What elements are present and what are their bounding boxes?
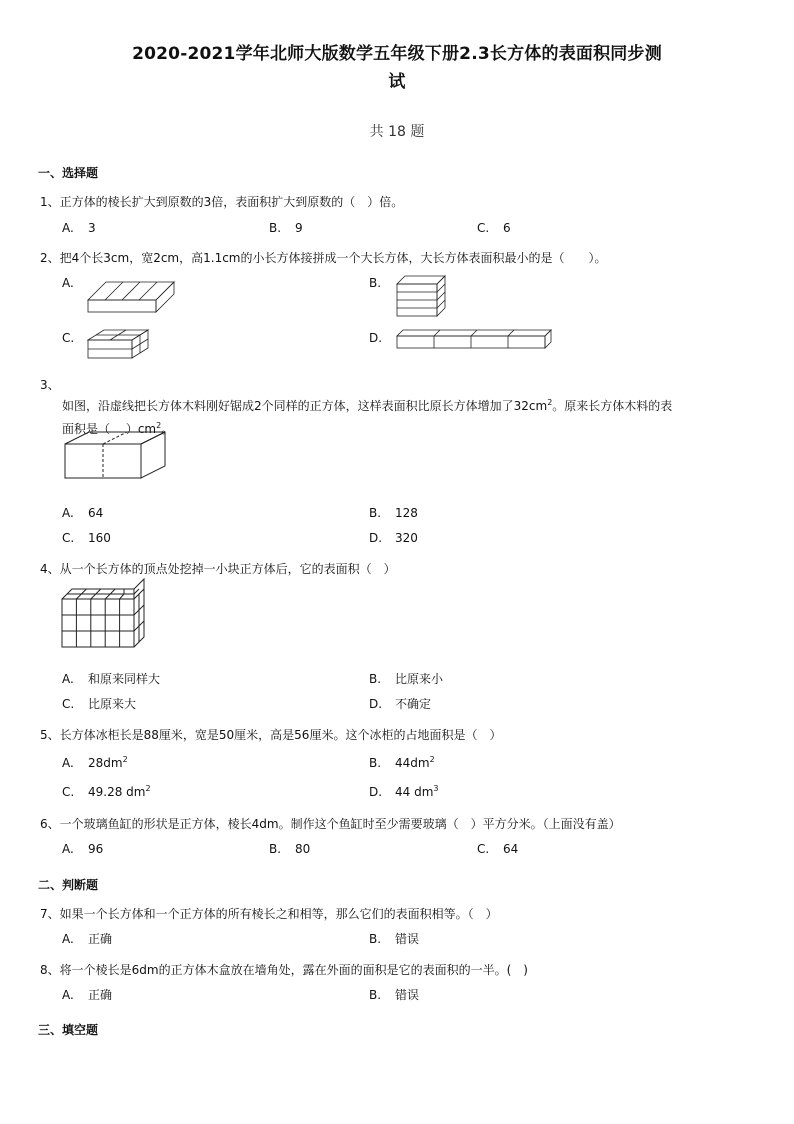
option-letter: C. xyxy=(477,842,490,856)
q2-figure-a-flat-row xyxy=(88,280,178,320)
option-letter: C. xyxy=(62,531,75,545)
option-letter: B. xyxy=(269,221,282,235)
option-letter: A. xyxy=(62,276,74,290)
option-letter: A. xyxy=(62,756,74,770)
option-value: 正确 xyxy=(88,932,113,946)
section-heading-fill-in: 三、填空题 xyxy=(38,1023,99,1037)
option-value: 比原来大 xyxy=(88,697,137,711)
option-value: 44dm xyxy=(395,756,430,770)
option-value: 不确定 xyxy=(395,697,432,711)
option-letter: B. xyxy=(269,842,282,856)
option-letter: D. xyxy=(369,331,383,345)
q3-cuboid-figure xyxy=(65,432,170,482)
q4-cube-grid-figure xyxy=(62,585,152,653)
q3-option-a[interactable] xyxy=(62,504,103,522)
q2-option-b[interactable] xyxy=(369,274,381,292)
option-value: 64 xyxy=(88,506,104,520)
option-letter: B. xyxy=(369,276,382,290)
option-letter: D. xyxy=(369,697,383,711)
option-letter: C. xyxy=(477,221,490,235)
question-5: 5、长方体冰柜长是88厘米，宽是50厘米，高是56厘米。这个冰柜的占地面积是（ ） xyxy=(40,728,502,742)
q5-option-d[interactable] xyxy=(369,780,438,801)
option-unit-exponent: 3 xyxy=(433,784,439,793)
q8-option-b[interactable] xyxy=(369,986,419,1004)
q1-option-c[interactable] xyxy=(477,219,511,237)
option-letter: A. xyxy=(62,506,74,520)
option-letter: B. xyxy=(369,506,382,520)
option-value: 44 dm xyxy=(395,785,434,799)
q2-figure-b-stacked xyxy=(397,276,449,322)
q2-figure-d-long-row xyxy=(397,330,557,352)
option-letter: B. xyxy=(369,756,382,770)
option-letter: C. xyxy=(62,697,75,711)
question-6: 6、一个玻璃鱼缸的形状是正方体，棱长4dm。制作这个鱼缸时至少需要玻璃（ ）平方分米。（上面没有盖） xyxy=(40,817,621,831)
q3-stem-line1-end: 。原来长方体木料的表 xyxy=(552,399,673,413)
option-letter: A. xyxy=(62,672,74,686)
q1-option-b[interactable] xyxy=(269,219,303,237)
title-line-1: 2020-2021学年北师大版数学五年级下册2.3长方体的表面积同步测 xyxy=(132,44,662,64)
title-line-2: 试 xyxy=(388,72,406,92)
option-value: 正确 xyxy=(88,988,113,1002)
option-letter: B. xyxy=(369,988,382,1002)
option-value: 160 xyxy=(88,531,111,545)
q3-option-b[interactable] xyxy=(369,504,418,522)
q6-option-a[interactable] xyxy=(62,840,103,858)
option-letter: B. xyxy=(369,672,382,686)
q3-stem-line2: 面积是（ ）cm xyxy=(62,422,157,436)
q3-superscript-2: 2 xyxy=(156,421,162,430)
option-letter: A. xyxy=(62,221,74,235)
q7-option-b[interactable] xyxy=(369,930,419,948)
option-value: 64 xyxy=(503,842,519,856)
question-3-number: 3、 xyxy=(40,378,60,392)
q5-option-a[interactable] xyxy=(62,751,128,772)
option-unit-exponent: 2 xyxy=(122,755,128,764)
option-value: 3 xyxy=(88,221,96,235)
q4-option-c[interactable] xyxy=(62,695,136,713)
option-value: 28dm xyxy=(88,756,123,770)
question-8: 8、将一个棱长是6dm的正方体木盒放在墙角处，露在外面的面积是它的表面积的一半。( ) xyxy=(40,963,528,977)
option-letter: C. xyxy=(62,785,75,799)
q5-option-b[interactable] xyxy=(369,751,435,772)
option-value: 80 xyxy=(295,842,311,856)
option-value: 320 xyxy=(395,531,418,545)
option-letter: A. xyxy=(62,932,74,946)
section-heading-judgement: 二、判断题 xyxy=(38,878,99,892)
option-value: 49.28 dm xyxy=(88,785,146,799)
option-letter: A. xyxy=(62,988,74,1002)
q4-option-b[interactable] xyxy=(369,670,443,688)
option-value: 96 xyxy=(88,842,104,856)
option-value: 和原来同样大 xyxy=(88,672,161,686)
q1-option-a[interactable] xyxy=(62,219,96,237)
option-letter: D. xyxy=(369,531,383,545)
option-unit-exponent: 2 xyxy=(145,784,151,793)
question-2: 2、把4个长3cm，宽2cm，高1.1cm的小长方体接拼成一个大长方体，大长方体表面积最小的是（ ）。 xyxy=(40,251,607,265)
q2-option-d[interactable] xyxy=(369,329,382,347)
question-count: 共 18 题 xyxy=(369,124,425,140)
q3-option-c[interactable] xyxy=(62,529,111,547)
q3-option-d[interactable] xyxy=(369,529,418,547)
option-letter: D. xyxy=(369,785,383,799)
q4-option-a[interactable] xyxy=(62,670,160,688)
question-7: 7、如果一个长方体和一个正方体的所有棱长之和相等，那么它们的表面积相等。（ ） xyxy=(40,907,498,921)
option-value: 比原来小 xyxy=(395,672,444,686)
q5-option-c[interactable] xyxy=(62,780,151,801)
q2-option-c[interactable] xyxy=(62,329,74,347)
q8-option-a[interactable] xyxy=(62,986,112,1004)
option-value: 6 xyxy=(503,221,511,235)
q4-option-d[interactable] xyxy=(369,695,431,713)
q3-stem-line2-end: 。 xyxy=(161,422,174,436)
document-title xyxy=(60,40,734,96)
q2-figure-c-two-by-two xyxy=(88,330,152,362)
option-letter: A. xyxy=(62,842,74,856)
q6-option-c[interactable] xyxy=(477,840,518,858)
option-letter: C. xyxy=(62,331,75,345)
option-value: 错误 xyxy=(395,932,420,946)
option-letter: B. xyxy=(369,932,382,946)
option-value: 9 xyxy=(295,221,303,235)
q7-option-a[interactable] xyxy=(62,930,112,948)
q3-stem-line1: 如图，沿虚线把长方体木料刚好锯成2个同样的正方体，这样表面积比原长方体增加了32cm xyxy=(62,399,548,413)
option-value: 错误 xyxy=(395,988,420,1002)
question-1: 1、正方体的棱长扩大到原数的3倍，表面积扩大到原数的（ ）倍。 xyxy=(40,195,404,209)
q3-superscript-1: 2 xyxy=(547,398,553,407)
q2-option-a[interactable] xyxy=(62,274,74,292)
option-unit-exponent: 2 xyxy=(429,755,435,764)
question-4: 4、从一个长方体的顶点处挖掉一小块正方体后，它的表面积（ ） xyxy=(40,562,396,576)
option-value: 128 xyxy=(395,506,418,520)
section-heading-choice: 一、选择题 xyxy=(38,166,99,180)
q6-option-b[interactable] xyxy=(269,840,310,858)
